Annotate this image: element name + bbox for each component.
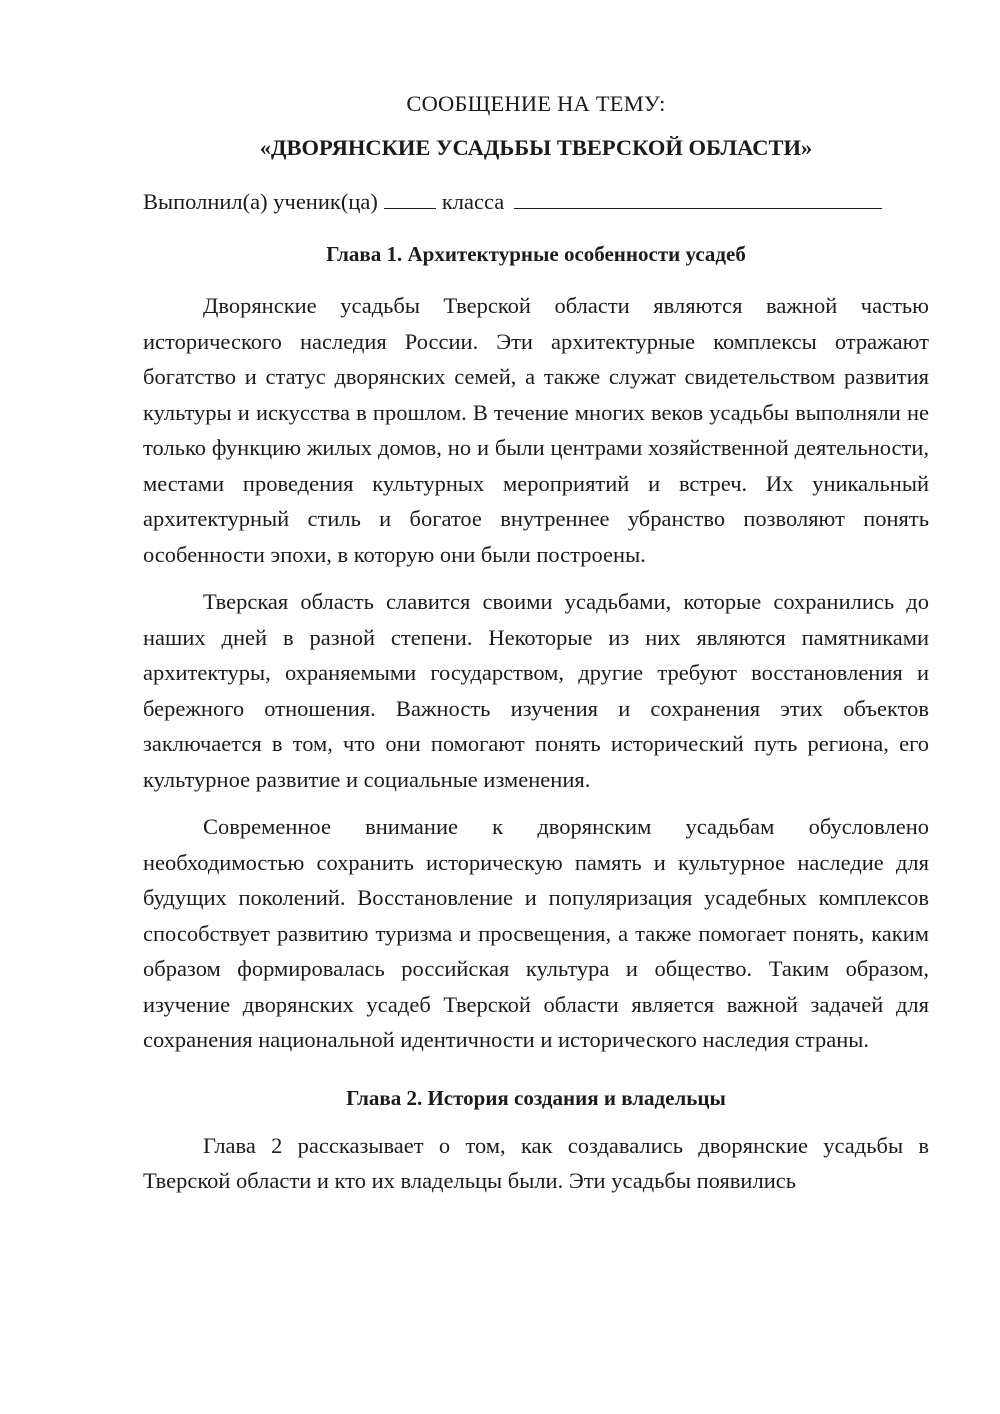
author-line <box>143 184 929 218</box>
chapter-2-paragraph-1: Глава 2 рассказывает о том, как создавались дворянские усадьбы в Тверской области и кто их владельцы были. Эти усадьбы появились <box>143 1132 929 1193</box>
author-name-blank <box>514 184 882 209</box>
document-page <box>143 88 929 1199</box>
chapter-1-paragraph-1: Дворянские усадьбы Тверской области являются важной частью исторического наследия России. Эти архитектурные комплексы отражают богатство и статус дворянских семей, а также служат свидетельством развития культуры и искусства в прошлом. В течение многих веков усадьбы выполняли не только функцию жилых домов, но и были центрами хозяйственной деятельности, местами проведения культурных мероприятий и встреч. Их уникальный архитектурный стиль и богатое внутреннее убранство позволяют понять особенности эпохи, в которую они были построены. <box>143 293 929 567</box>
chapter-1-heading: Глава 1. Архитектурные особенности усадеб <box>326 242 746 266</box>
author-prefix: Выполнил(а) ученик(ца) <box>143 189 378 214</box>
class-label: класса <box>441 189 505 214</box>
document-title-line-2: «ДВОРЯНСКИЕ УСАДЬБЫ ТВЕРСКОЙ ОБЛАСТИ» <box>259 135 813 160</box>
chapter-1-paragraph-3: Современное внимание к дворянским усадьбам обусловлено необходимостью сохранить историческую память и культурное наследие для будущих поколений. Восстановление и популяризация усадебных комплексов способствует развитию туризма и просвещения, а также помогает понять, каким образом формировалась российская культура и общество. Таким образом, изучение дворянских усадеб Тверской области является важной задачей для сохранения национальной идентичности и исторического наследия страны. <box>143 814 929 1052</box>
chapter-1-paragraph-2: Тверская область славится своими усадьбами, которые сохранились до наших дней в разной степени. Некоторые из них являются памятниками архитектуры, охраняемыми государством, другие требуют восстановления и бережного отношения. Важность изучения и сохранения этих объектов заключается в том, что они помогают понять исторический путь региона, его культурное развитие и социальные изменения. <box>143 589 929 792</box>
document-title-line-1: СООБЩЕНИЕ НА ТЕМУ: <box>406 91 666 116</box>
chapter-2-heading: Глава 2. История создания и владельцы <box>346 1085 726 1110</box>
class-number-blank <box>384 184 436 209</box>
